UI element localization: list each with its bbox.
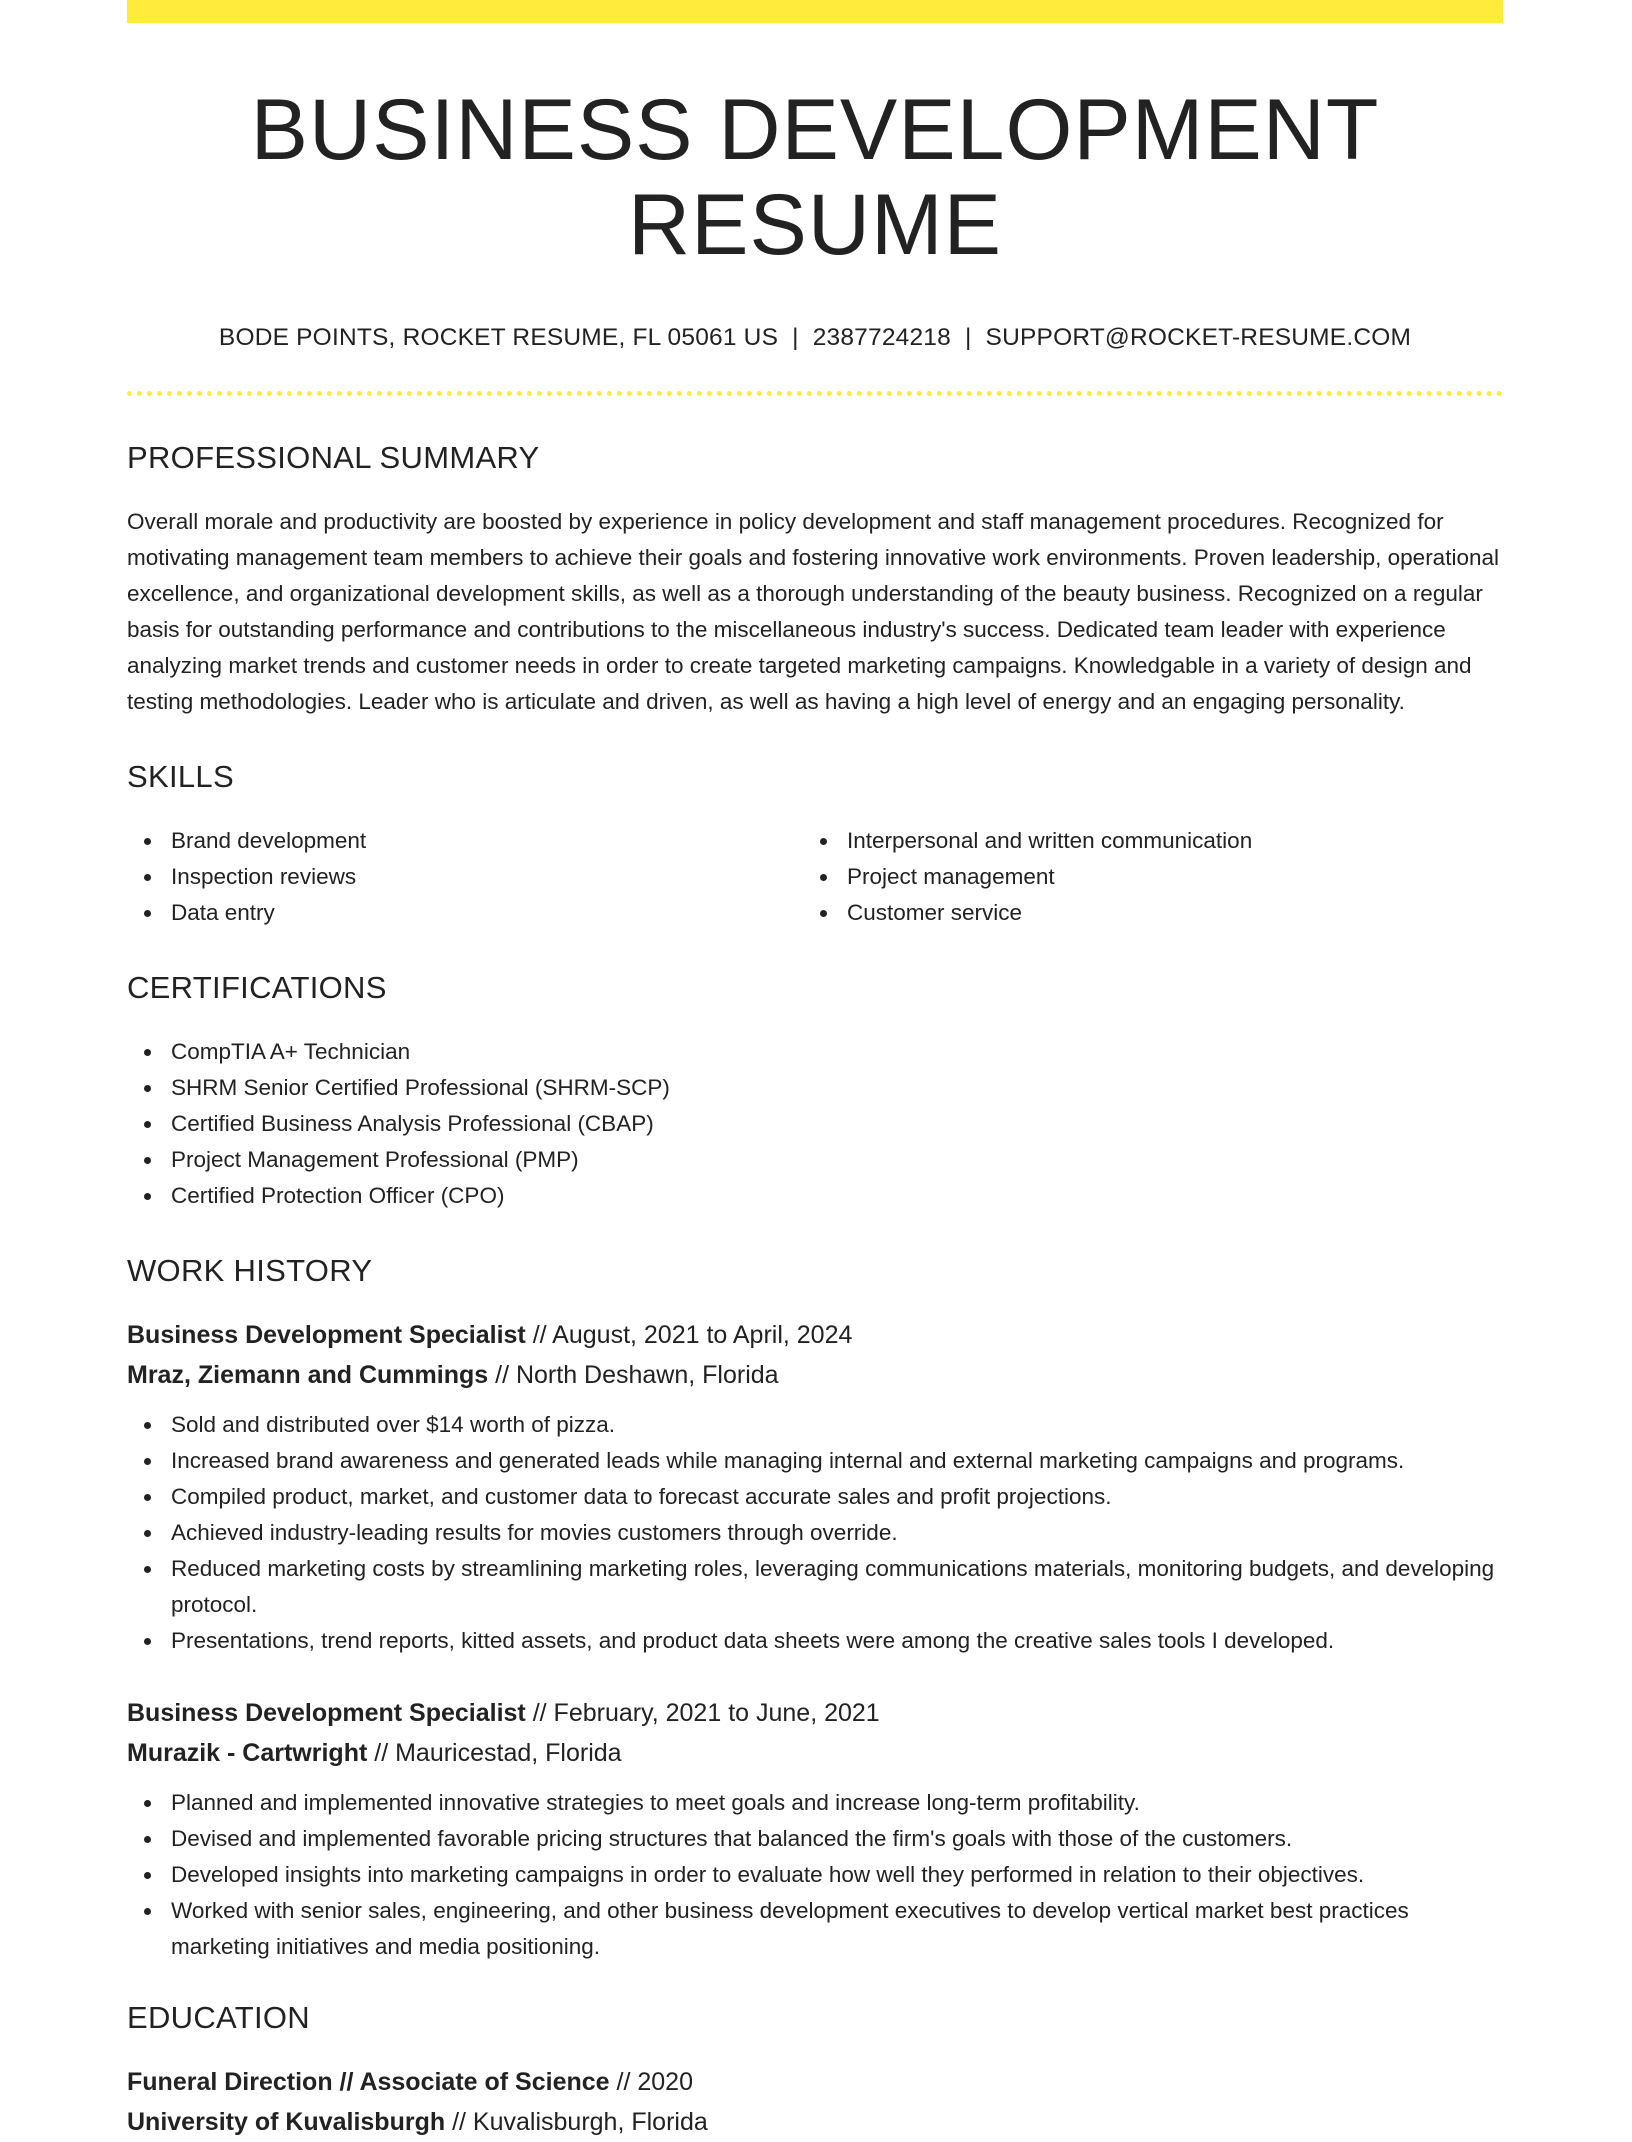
resume-title: BUSINESS DEVELOPMENT RESUME [250, 82, 1380, 273]
work-history-section [127, 1253, 1503, 1965]
job-dates: // August, 2021 to April, 2024 [532, 1321, 853, 1350]
skill-item: Brand development [127, 823, 803, 859]
contact-separator: | [964, 324, 972, 352]
job-company-line [127, 1733, 1503, 1773]
job-bullet: Planned and implemented innovative strategies to meet goals and increase long-term profitability. [127, 1785, 1503, 1821]
skills-columns [127, 795, 1503, 931]
skills-heading: SKILLS [127, 759, 234, 795]
job-title: Business Development Specialist [127, 1321, 526, 1350]
education-school-line [127, 2102, 1503, 2142]
certifications-section [127, 970, 1503, 1214]
job-location: // Mauricestad, Florida [374, 1739, 622, 1768]
certifications-heading: CERTIFICATIONS [127, 970, 387, 1006]
job-bullet: Compiled product, market, and customer data to forecast accurate sales and profit projections. [127, 1479, 1503, 1515]
skill-item: Inspection reviews [127, 859, 803, 895]
summary-text: Overall morale and productivity are boosted by experience in policy development and staff management procedures. Recognized for motivating management team members to achieve their goals and fostering innovative work environments. Proven leadership, operational excellence, and organizational development skills, as well as a thorough understanding of the beauty business. Recognized on a regular basis for outstanding performance and contributions to the miscellaneous industry's success. Dedicated team leader with experience analyzing market trends and customer needs in order to create targeted marketing campaigns. Knowledgable in a variety of design and testing methodologies. Leader who is articulate and driven, as well as having a high level of energy and an engaging personality. [127, 509, 1499, 715]
skills-list-left [127, 823, 803, 931]
skill-item: Customer service [803, 895, 1479, 931]
certification-item: SHRM Senior Certified Professional (SHRM-SCP) [127, 1070, 1503, 1106]
work-history-heading: WORK HISTORY [127, 1253, 373, 1289]
contact-address: BODE POINTS, ROCKET RESUME, FL 05061 US [218, 324, 779, 352]
certification-item: Certified Protection Officer (CPO) [127, 1178, 1503, 1214]
skill-item: Data entry [127, 895, 803, 931]
header-divider [127, 391, 1503, 396]
certification-item: Certified Business Analysis Professional (CBAP) [127, 1106, 1503, 1142]
job-company: Mraz, Ziemann and Cummings [127, 1361, 489, 1390]
contact-phone: 2387724218 [812, 324, 951, 352]
job-company-line [127, 1355, 1503, 1395]
job-bullets [127, 1785, 1503, 1965]
skill-item: Interpersonal and written communication [803, 823, 1479, 859]
job-bullet: Achieved industry-leading results for movies customers through override. [127, 1515, 1503, 1551]
education-year: // 2020 [616, 2068, 693, 2097]
job-location: // North Deshawn, Florida [495, 1361, 779, 1390]
job-company: Murazik - Cartwright [127, 1739, 368, 1768]
education-school: University of Kuvalisburgh [127, 2108, 446, 2137]
job-bullet: Sold and distributed over $14 worth of pizza. [127, 1407, 1503, 1443]
job-bullet: Worked with senior sales, engineering, and other business development executives to develop vertical market best practices marketing initiatives and media positioning. [127, 1893, 1503, 1965]
job-title-line [127, 1693, 1503, 1733]
job-title: Business Development Specialist [127, 1699, 526, 1728]
contact-line [127, 324, 1503, 352]
top-accent-bar [127, 0, 1503, 23]
job-bullet: Reduced marketing costs by streamlining marketing roles, leveraging communications materials, monitoring budgets, and developing protocol. [127, 1551, 1503, 1623]
job-title-line [127, 1315, 1503, 1355]
certifications-list [127, 1034, 1503, 1214]
summary-heading: PROFESSIONAL SUMMARY [127, 440, 540, 476]
contact-separator: | [792, 324, 799, 352]
education-degree-line [127, 2062, 1503, 2102]
education-location: // Kuvalisburgh, Florida [452, 2108, 708, 2137]
certification-item: CompTIA A+ Technician [127, 1034, 1503, 1070]
education-section [127, 2000, 1503, 2142]
education-heading: EDUCATION [127, 2000, 310, 2036]
summary-section [127, 440, 1503, 720]
job-bullet: Developed insights into marketing campaigns in order to evaluate how well they performed in relation to their objectives. [127, 1857, 1503, 1893]
skills-list-right [803, 823, 1479, 931]
job-entry [127, 1693, 1503, 1965]
job-bullet: Devised and implemented favorable pricing structures that balanced the firm's goals with those of the customers. [127, 1821, 1503, 1857]
job-entry [127, 1315, 1503, 1659]
skills-section [127, 759, 1503, 931]
education-degree: Funeral Direction // Associate of Science [127, 2068, 610, 2097]
skill-item: Project management [803, 859, 1479, 895]
contact-email[interactable]: SUPPORT@ROCKET-RESUME.COM [985, 324, 1412, 352]
job-bullet: Increased brand awareness and generated leads while managing internal and external marketing campaigns and programs. [127, 1443, 1503, 1479]
job-bullet: Presentations, trend reports, kitted assets, and product data sheets were among the creative sales tools I developed. [127, 1623, 1503, 1659]
certification-item: Project Management Professional (PMP) [127, 1142, 1503, 1178]
job-bullets [127, 1407, 1503, 1659]
resume-page [127, 0, 1503, 2142]
job-dates: // February, 2021 to June, 2021 [532, 1699, 880, 1728]
